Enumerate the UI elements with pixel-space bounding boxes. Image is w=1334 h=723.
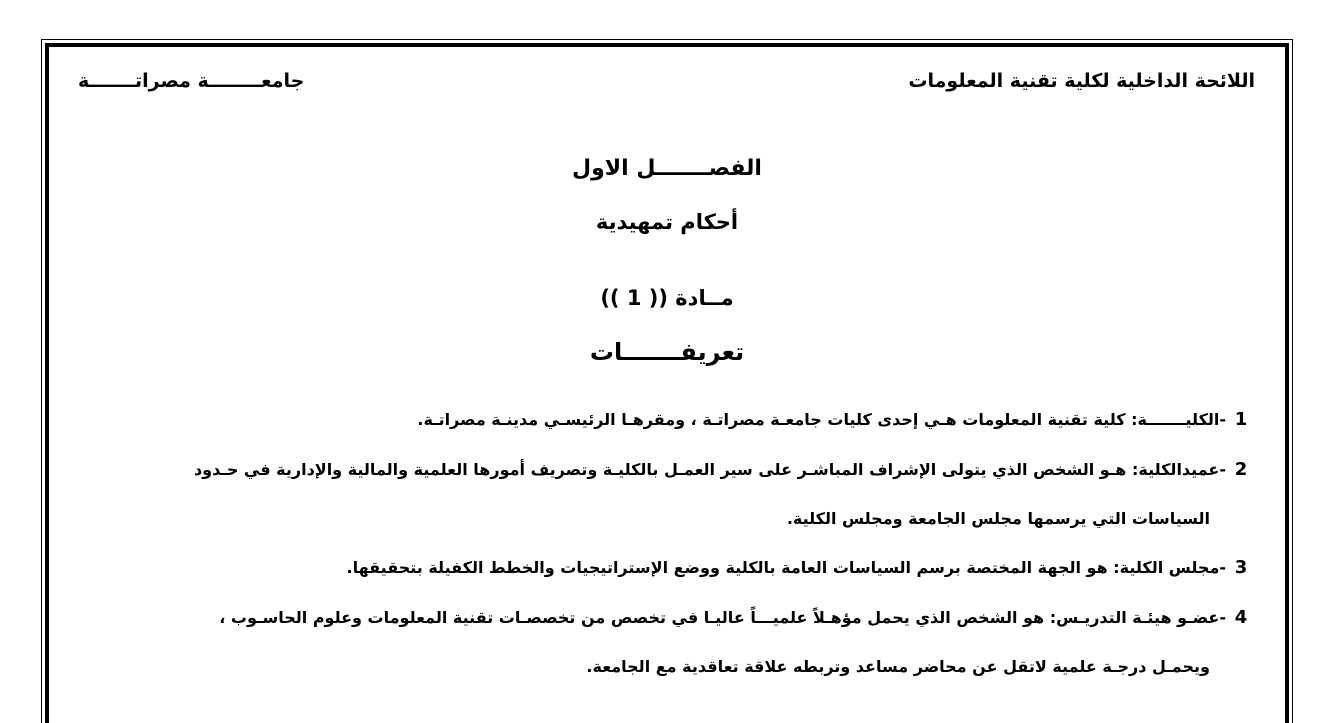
item-number: 3	[1234, 557, 1248, 578]
definition-item	[417, 409, 1252, 430]
section-heading: تعريفـــــــات	[589, 338, 745, 366]
item-text: -عميدالكلية: هـو الشخص الذي يتولى الإشراف المباشـر على سير العمـل بالكليـة وتصريف أمورها العلمية والمالية والإدارية في حـدود	[193, 460, 1226, 479]
item-number: 1	[1234, 409, 1248, 430]
chapter-title: الفصـــــــل الاول	[572, 156, 762, 181]
definition-item	[219, 607, 1252, 628]
article-heading: مــادة (( 1 ))	[600, 286, 734, 310]
item-continuation: السياسات التي يرسمها مجلس الجامعة ومجلس الكلية.	[786, 509, 1210, 528]
item-continuation: ويحمـل درجـة علمية لاتقل عن محاضر مساعد وتربطه علاقة تعاقدية مع الجامعة.	[586, 657, 1210, 676]
document-title: اللائحة الداخلية لكلية تقنية المعلومات	[908, 70, 1255, 92]
definition-item	[347, 557, 1253, 578]
chapter-subtitle: أحكام تمهيدية	[595, 210, 739, 234]
item-text: -مجلس الكلية: هو الجهة المختصة برسم السياسات العامة بالكلية ووضع الإستراتيجيات والخطط الكفيلة بتحقيقها.	[346, 558, 1226, 577]
item-number: 2	[1234, 459, 1248, 480]
item-text: -عضـو هيئـة التدريـس: هو الشخص الذي يحمل مؤهـلاً علميـــاً عاليـا في تخصص من تخصصـات تقنية المعلومات وعلوم الحاسـوب ،	[219, 608, 1226, 627]
definition-item	[194, 459, 1252, 480]
item-text: -الكليـــــــة: كلية تقنية المعلومات هـي إحدى كليات جامعـة مصراتـة ، ومقرهـا الرئيسـي مدينـة مصراتـة.	[417, 410, 1226, 429]
item-number: 4	[1234, 607, 1248, 628]
university-name: جامعــــــــة مصراتـــــــة	[78, 70, 305, 92]
